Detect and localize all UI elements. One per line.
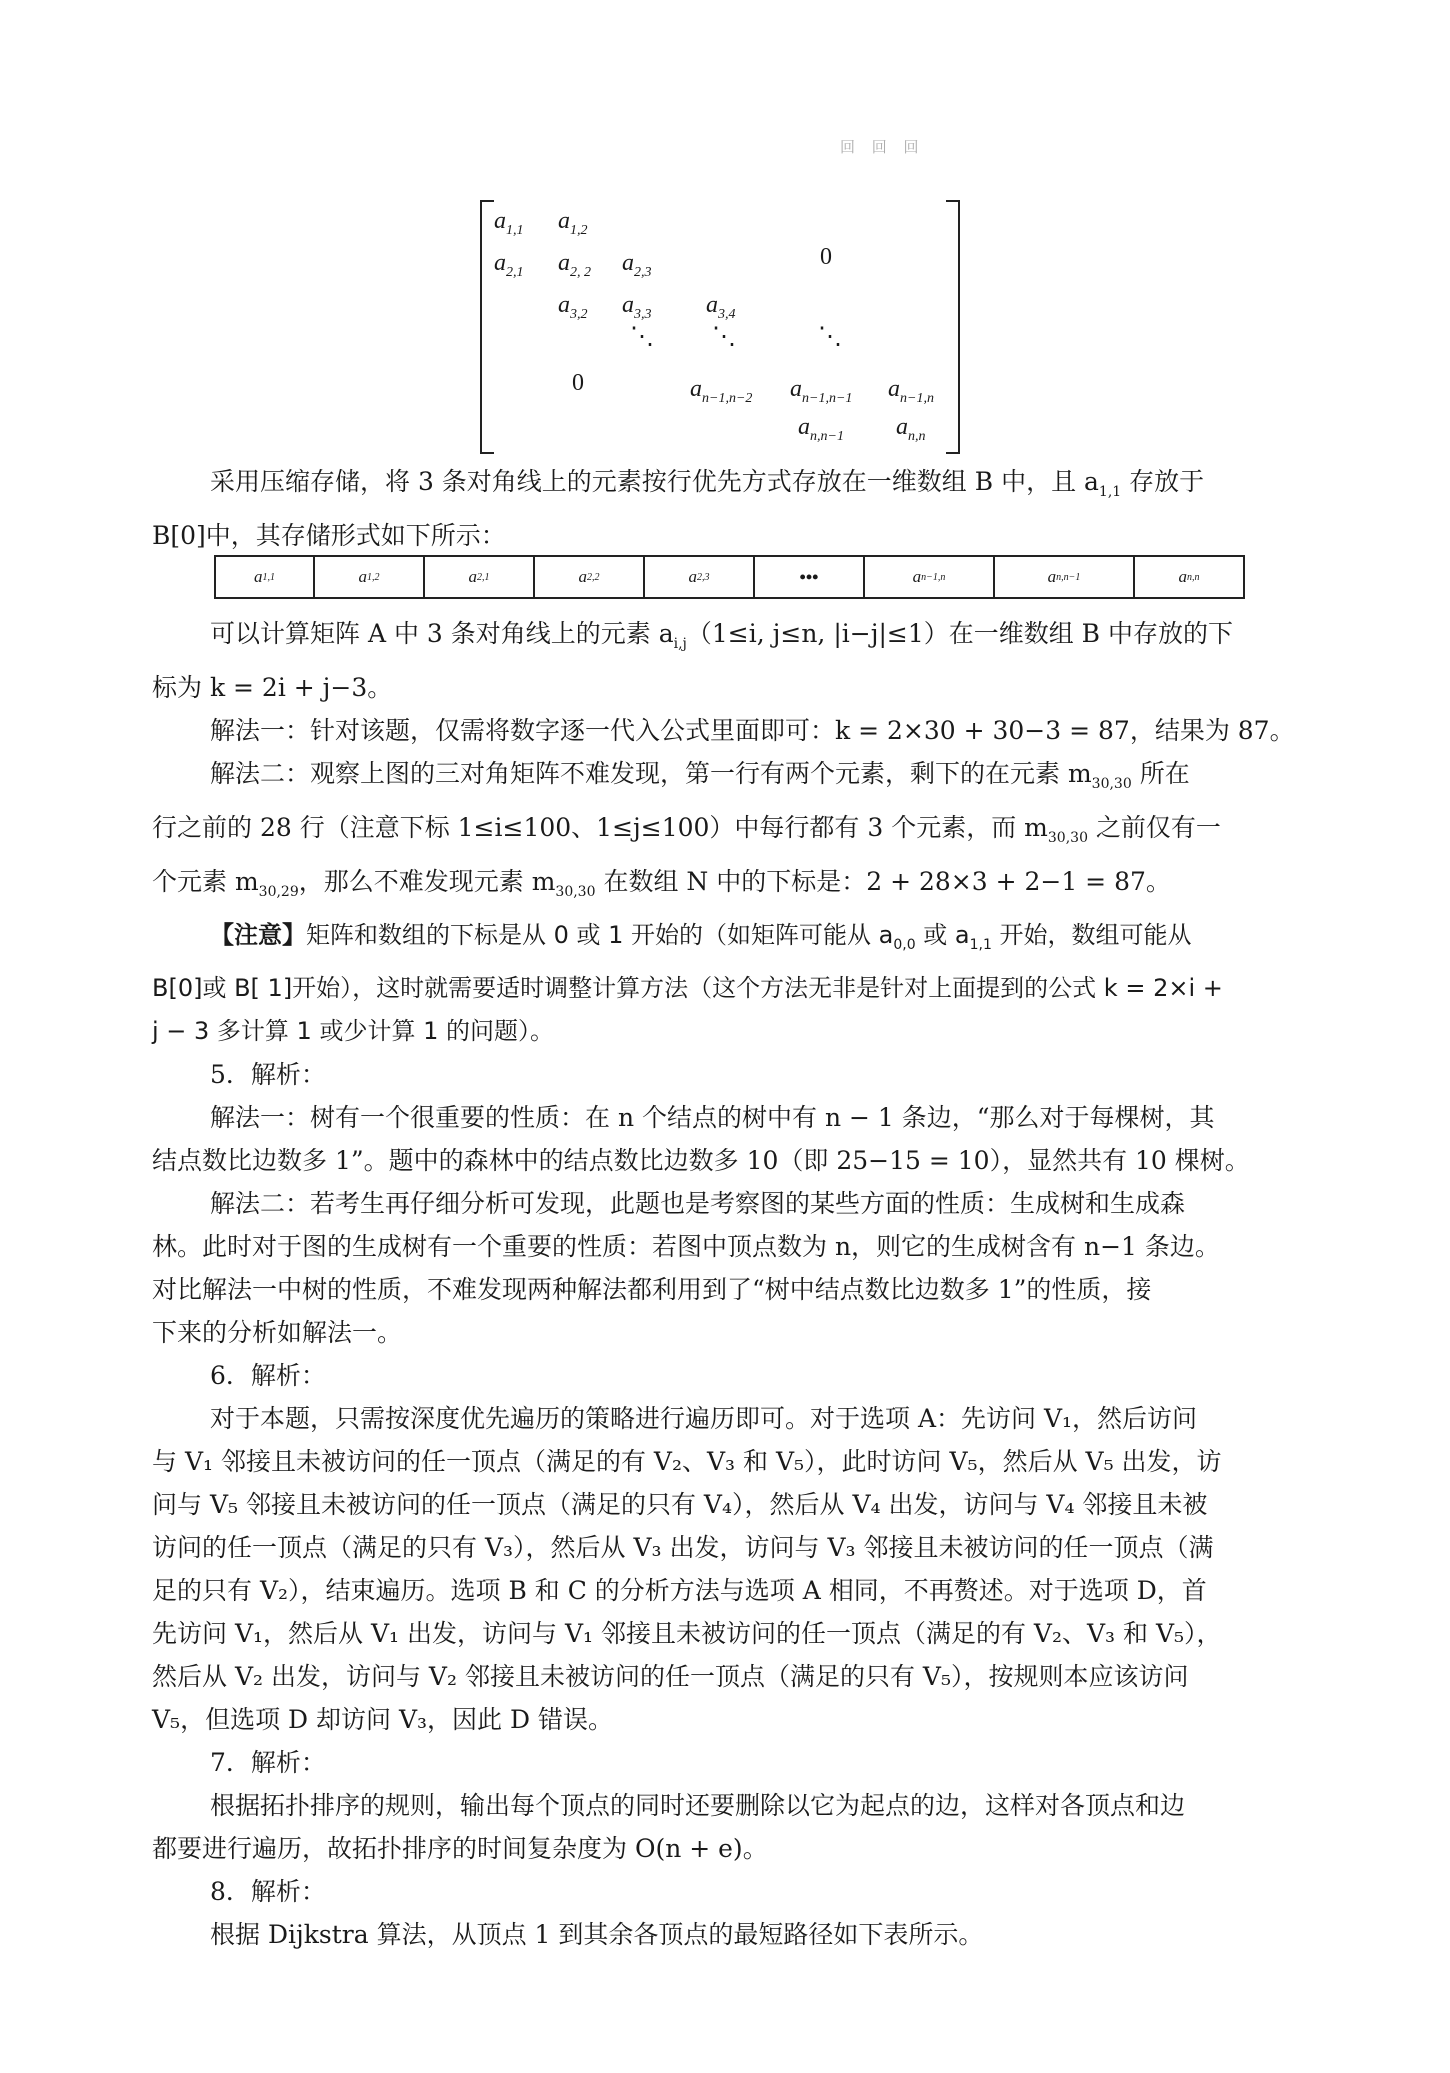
matrix-cell: $a_{3,2}$ [558, 292, 588, 322]
storage-cell: a n,n−1 [995, 557, 1135, 597]
storage-cell: a n−1,n [865, 557, 995, 597]
page-header-mark: 回 回 回 [840, 138, 925, 156]
note-paragraph-end: j − 3 多计算 1 或少计算 1 的问题）。 [152, 1016, 554, 1045]
matrix-cell: $a_{n,n}$ [896, 414, 926, 444]
matrix-cell: $a_{3,3}$ [622, 292, 652, 322]
storage-cell: a 2,1 [425, 557, 535, 597]
paragraph-solution-2-end: 个元素 $m_{30,29}$，那么不难发现元素 $m_{30,30}$ 在数组 N 中的下标是：2 + 28×3 + 2−1 = 87。 [152, 867, 1171, 900]
storage-array [214, 555, 1245, 599]
matrix-cell: $a_{1,2}$ [558, 208, 588, 238]
matrix-zero-lower: 0 [572, 370, 584, 396]
storage-cell: a 2,2 [535, 557, 645, 597]
tridiagonal-matrix [480, 200, 960, 450]
matrix-cell: $a_{n-1,n}$ [888, 376, 934, 406]
question-5-text: 下来的分析如解法一。 [152, 1317, 403, 1347]
paragraph-index-formula: 可以计算矩阵 A 中 3 条对角线上的元素 $a_{i,j}(1\le i$, j≤n, |i−j|≤1）在一维数组 B 中存放的下 [210, 619, 1233, 652]
matrix-dots: ⋱ [818, 324, 842, 350]
matrix-cell: $a_{n,n-1}$ [798, 414, 844, 444]
paragraph-index-formula-cont: 标为 k = 2i + j−3。 [152, 673, 393, 702]
matrix-cell: $a_{2, 2}$ [558, 250, 591, 280]
matrix-dots: ⋱ [630, 324, 654, 350]
storage-cell: a 1,2 [315, 557, 425, 597]
matrix-cell: $a_{n-1,n-2}$ [690, 376, 753, 406]
paragraph-solution-2: 解法二：观察上图的三对角矩阵不难发现，第一行有两个元素，剩下的在元素 $m_{30,30}$ 所在 [210, 759, 1190, 792]
question-6-text: 然后从 V₂ 出发，访问与 V₂ 邻接且未被访问的任一顶点（满足的只有 V₅），按规则本应该访问 [152, 1661, 1189, 1691]
matrix-cell: $a_{2,1}$ [494, 250, 524, 280]
question-6-text: 与 V₁ 邻接且未被访问的任一顶点（满足的有 V₂、V₃ 和 V₅），此时访问 V₅，然后从 V₅ 出发，访 [152, 1446, 1222, 1476]
question-7-heading: 7．解析： [210, 1747, 326, 1777]
matrix-cell: $a_{3,4}$ [706, 292, 736, 322]
question-5-text: 解法一：树有一个很重要的性质：在 n 个结点的树中有 n − 1 条边，“那么对于每棵树，其 [210, 1102, 1215, 1132]
question-5-heading: 5．解析： [210, 1059, 326, 1089]
question-6-text: 足的只有 V₂），结束遍历。选项 B 和 C 的分析方法与选项 A 相同，不再赘述。对于选项 D，首 [152, 1575, 1207, 1605]
matrix-right-bracket [946, 200, 960, 454]
question-5-text: 解法二：若考生再仔细分析可发现，此题也是考察图的某些方面的性质：生成树和生成森 [210, 1188, 1186, 1218]
storage-ellipsis: ••• [755, 557, 865, 597]
note-paragraph: 【注意】矩阵和数组的下标是从 0 或 1 开始的（如矩阵可能从 $a_{0,0}$ 或 $a_{1,1}$ 开始，数组可能从 [210, 921, 1192, 953]
question-7-text: 都要进行遍历，故拓扑排序的时间复杂度为 O(n + e)。 [152, 1833, 768, 1863]
paragraph-storage-intro: 采用压缩存储，将 3 条对角线上的元素按行优先方式存放在一维数组 B 中，且 $a_{1,1}$ 存放于 B[0]中，其存储形式如下所示： [152, 467, 1205, 550]
matrix-cell: $a_{n-1,n-1}$ [790, 376, 853, 406]
question-8-heading: 8．解析： [210, 1876, 326, 1906]
matrix-dots: ⋱ [712, 324, 736, 350]
matrix-cell: $a_{1,1}$ [494, 208, 524, 238]
question-6-text: 问与 V₅ 邻接且未被访问的任一顶点（满足的只有 V₄），然后从 V₄ 出发，访问与 V₄ 邻接且未被 [152, 1489, 1208, 1519]
question-6-text: 对于本题，只需按深度优先遍历的策略进行遍历即可。对于选项 A：先访问 V₁，然后访问 [210, 1403, 1198, 1433]
paragraph-solution-1: 解法一：针对该题，仅需将数字逐一代入公式里面即可：k = 2×30 + 30−3 = 87，结果为 87。 [210, 716, 1295, 745]
storage-cell: a n,n [1178, 567, 1200, 586]
question-8-text: 根据 Dijkstra 算法，从顶点 1 到其余各顶点的最短路径如下表所示。 [210, 1919, 984, 1949]
question-5-text: 结点数比边数多 1”。题中的森林中的结点数比边数多 10（即 25−15 = 10），显然共有 10 棵树。 [152, 1145, 1250, 1175]
question-6-text: 访问的任一顶点（满足的只有 V₃），然后从 V₃ 出发，访问与 V₃ 邻接且未被访问的任一顶点（满 [152, 1532, 1214, 1562]
question-5-text: 对比解法一中树的性质，不难发现两种解法都利用到了“树中结点数比边数多 1”的性质，接 [152, 1274, 1152, 1304]
question-6-text: V₅，但选项 D 却访问 V₃，因此 D 错误。 [152, 1704, 613, 1734]
main-text-body [152, 612, 1298, 1956]
question-6-heading: 6．解析： [210, 1360, 326, 1390]
note-paragraph-cont: B[0]或 B[ 1]开始），这时就需要适时调整计算方法（这个方法无非是针对上面提到的公式 k = 2×i + [152, 973, 1223, 1002]
matrix-cell: $a_{2,3}$ [622, 250, 652, 280]
question-5-text: 林。此时对于图的生成树有一个重要的性质：若图中顶点数为 n，则它的生成树含有 n−1 条边。 [152, 1231, 1220, 1261]
question-7-text: 根据拓扑排序的规则，输出每个顶点的同时还要删除以它为起点的边，这样对各顶点和边 [210, 1790, 1186, 1820]
question-6-text: 先访问 V₁，然后从 V₁ 出发，访问与 V₁ 邻接且未被访问的任一顶点（满足的有 V₂、V₃ 和 V₅）， [152, 1618, 1222, 1648]
matrix-left-bracket [480, 200, 494, 454]
storage-cell: a 2,3 [645, 557, 755, 597]
paragraph-solution-2-cont: 行之前的 28 行（注意下标 1≤i≤100、1≤j≤100）中每行都有 3 个元素，而 $m_{30,30}$ 之前仅有一 [152, 813, 1221, 846]
matrix-zero-upper: 0 [820, 244, 832, 270]
storage-cell: a 1,1 [216, 557, 315, 597]
